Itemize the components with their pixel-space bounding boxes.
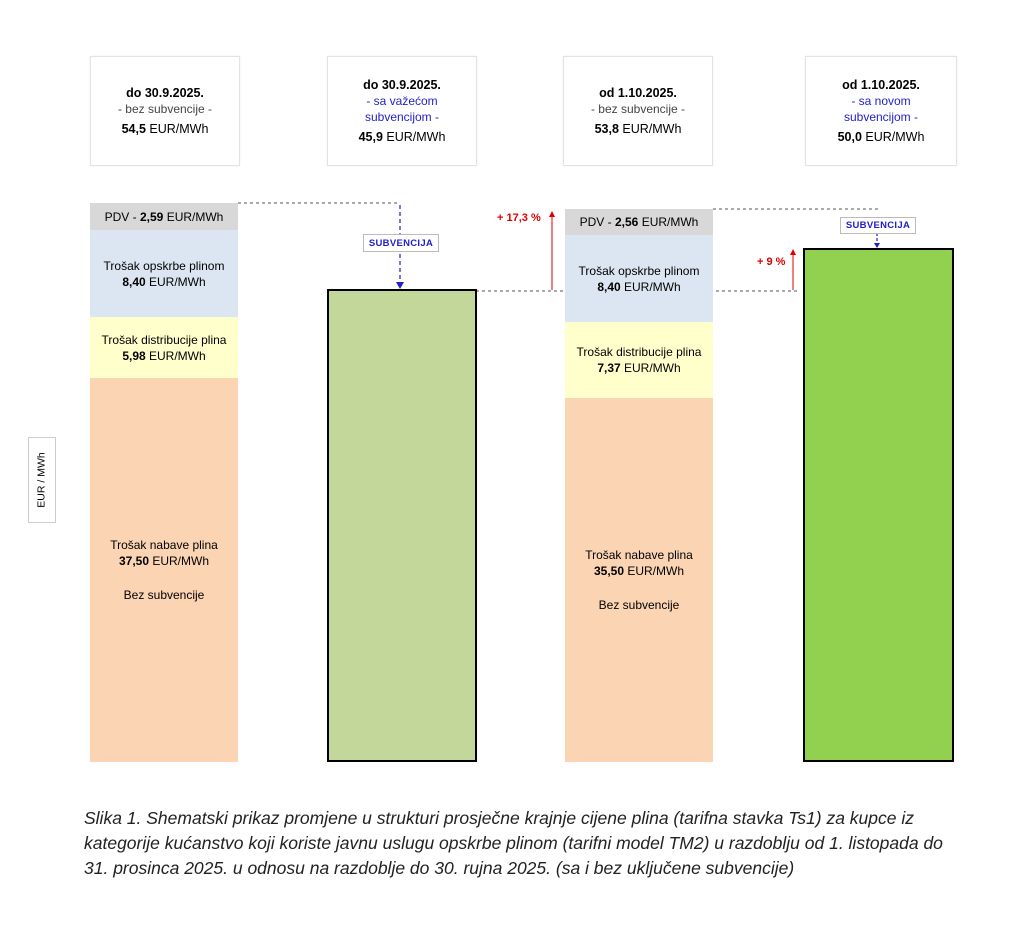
segment-unit: EUR/MWh [149, 348, 206, 363]
header-date: od 1.10.2025. [599, 86, 677, 100]
segment-distribucija-3 [565, 322, 713, 398]
header-subtitle: - bez subvencije - [117, 102, 213, 116]
header-subtitle: - bez subvencije - [590, 102, 686, 116]
y-axis-label-text: EUR / MWh [36, 452, 49, 508]
segment-value: 8,40 [597, 279, 621, 294]
segment-opskrba-1 [90, 230, 238, 317]
header-price-value: 45,9 [358, 130, 383, 144]
segment-unit: EUR/MWh [627, 564, 685, 578]
segment-unit: EUR/MWh [149, 274, 206, 289]
header-price-unit: EUR/MWh [622, 122, 682, 136]
segment-unit: EUR/MWh [152, 554, 210, 568]
arrow-head-1 [396, 282, 404, 289]
subvencija-label-1: SUBVENCIJA [363, 234, 439, 252]
header-price-unit: EUR/MWh [386, 130, 446, 144]
segment-value-line [119, 553, 209, 569]
header-date: do 30.9.2025. [126, 86, 204, 100]
figure-caption: Slika 1. Shematski prikaz promjene u strukturi prosječne krajnje cijene plina (tarifna stavka Ts1) za kupce iz kategorije kućanstvo koji koriste javnu uslugu opskrbe plinom (tarifni model TM2) u razdoblju od 1. listopada do 31. prosinca 2025. u odnosu na razdoblje do 30. rujna 2025. (sa i bez uključene subvencije) [84, 808, 943, 878]
header-subtitle: - sa važećom [366, 94, 438, 108]
segment-pdv-label: PDV - [104, 209, 137, 224]
segment-pdv-3 [565, 209, 713, 235]
subvencija-label-2: SUBVENCIJA [840, 217, 916, 234]
segment-nabava-1 [90, 378, 238, 762]
segment-opskrba-3 [565, 235, 713, 322]
segment-note: Bez subvencije [598, 598, 680, 612]
segment-label: Trošak distribucije plina [576, 345, 702, 359]
header-price-value: 50,0 [837, 130, 862, 144]
segment-value: 5,98 [122, 348, 146, 363]
header-price-value: 53,8 [594, 122, 619, 136]
segment-value: 35,50 [593, 564, 624, 578]
segment-value-line [122, 274, 205, 290]
segment-value-line [594, 563, 684, 579]
segment-label: Trošak opskrbe plinom [103, 258, 225, 273]
segment-pdv-unit: EUR/MWh [641, 215, 699, 229]
increase-label-1: + 17,3 % [497, 212, 541, 224]
segment-pdv-value: 2,56 [614, 215, 639, 229]
segment-unit: EUR/MWh [624, 361, 681, 375]
header-subtitle-2: subvencijom - [843, 110, 919, 124]
segment-value-line [597, 279, 680, 295]
segment-distribucija-1 [90, 317, 238, 378]
segment-pdv-1 [90, 203, 238, 230]
segment-value-line [597, 360, 680, 376]
segment-note: Bez subvencije [123, 588, 205, 602]
header-price-value: 54,5 [121, 122, 146, 136]
segment-unit: EUR/MWh [624, 279, 681, 294]
segment-label: Trošak nabave plina [110, 538, 218, 552]
segment-label: Trošak distribucije plina [101, 332, 227, 347]
header-date: do 30.9.2025. [363, 78, 441, 92]
header-subtitle: - sa novom [851, 94, 911, 108]
increase-arrow-1-head [549, 211, 555, 217]
header-price-unit: EUR/MWh [865, 130, 925, 144]
increase-label-2: + 9 % [757, 256, 786, 268]
bar-subvencija-1 [327, 289, 477, 762]
segment-pdv-value: 2,59 [139, 209, 164, 224]
segment-value: 7,37 [597, 361, 621, 375]
header-price-unit: EUR/MWh [149, 122, 209, 136]
segment-value: 37,50 [118, 554, 149, 568]
segment-label: Trošak opskrbe plinom [578, 263, 700, 278]
segment-label: Trošak nabave plina [585, 548, 693, 562]
increase-arrow-2-head [790, 249, 796, 255]
segment-value-line [122, 348, 205, 364]
header-subtitle-2: subvencijom - [364, 110, 440, 124]
segment-pdv-label: PDV - [579, 215, 612, 229]
segment-nabava-3 [565, 398, 713, 762]
segment-value: 8,40 [122, 274, 146, 289]
bar-subvencija-2 [803, 248, 954, 762]
header-date: od 1.10.2025. [842, 78, 920, 92]
segment-pdv-unit: EUR/MWh [166, 209, 224, 224]
